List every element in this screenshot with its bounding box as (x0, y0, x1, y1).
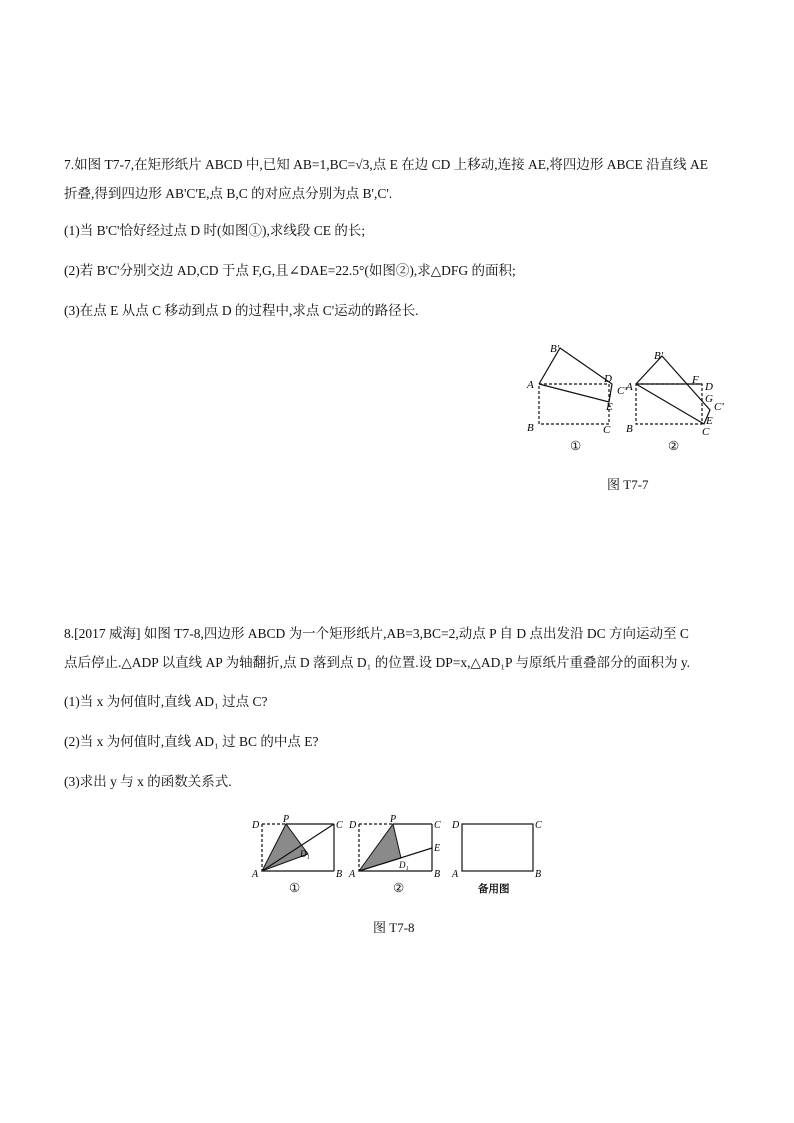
label-d1: D₁ (300, 849, 310, 859)
label-a: A (626, 381, 633, 393)
problem8-question1: (1)当 x 为何值时,直线 AD₁ 过点 C? (64, 694, 268, 709)
problem8-line2: 点后停止.△ADP 以直线 AP 为轴翻折,点 D 落到点 D₁ 的位置.设 DP=x,△AD₁P 与原纸片重叠部分的面积为 y. (64, 655, 691, 670)
figure-t7-8-spare (452, 815, 552, 885)
figure-caption-t7-7: 图 T7-7 (607, 477, 649, 492)
rectangle-abcd (462, 824, 533, 871)
label-b: B (336, 869, 343, 880)
problem8-line1: 8.[2017 威海] 如图 T7-8,四边形 ABCD 为一个矩形纸片,AB=3,BC=2,动点 P 自 D 点出发沿 DC 方向运动至 C (64, 626, 689, 641)
problem7-question1: (1)当 B'C'恰好经过点 D 时(如图①),求线段 CE 的长; (64, 223, 366, 238)
problem8-question3: (3)求出 y 与 x 的函数关系式. (64, 774, 232, 789)
problem7-line2: 折叠,得到四边形 AB'C'E,点 B,C 的对应点分别为点 B',C'. (64, 186, 393, 201)
label-d: D (349, 820, 357, 831)
figure-t7-7-1 (522, 340, 627, 440)
label-d1: D₁ (399, 860, 409, 870)
dashed-rectangle (539, 384, 609, 424)
label-e: E (706, 415, 713, 427)
label-d: D (452, 820, 460, 831)
label-c: C (702, 426, 710, 438)
problem8-question2: (2)当 x 为何值时,直线 AD₁ 过 BC 的中点 E? (64, 734, 319, 749)
shaded-overlap (262, 824, 308, 871)
label-b: B (535, 869, 542, 880)
label-bprime: B' (550, 343, 560, 355)
figure-t7-8-1 (252, 815, 352, 885)
label-c: C (535, 820, 542, 831)
label-c: C (603, 424, 611, 436)
label-d: D (604, 373, 612, 385)
figure-t7-7-2 (624, 340, 734, 440)
figure-caption-t7-8: 图 T7-8 (373, 920, 415, 935)
sub-label-2: ② (393, 881, 405, 895)
label-d: D (252, 820, 260, 831)
label-f: F (692, 374, 699, 386)
segment-ac (262, 824, 334, 871)
label-bprime: B' (654, 350, 664, 362)
label-a: A (252, 869, 259, 880)
sub-label-1: ① (570, 439, 582, 453)
figure-t7-8-2 (349, 815, 449, 885)
sub-label-1: ① (289, 881, 301, 895)
label-b: B (626, 423, 633, 435)
label-p: P (390, 814, 397, 825)
label-b: B (527, 422, 534, 434)
label-cprime: C' (714, 401, 724, 413)
problem7-question2: (2)若 B'C'分别交边 AD,CD 于点 F,G,且∠DAE=22.5°(如图②),求△DFG 的面积; (64, 263, 516, 278)
label-e: E (606, 401, 613, 413)
label-cprime: C' (617, 385, 627, 397)
label-g: G (705, 393, 713, 405)
label-e: E (434, 843, 441, 854)
label-a: A (349, 869, 356, 880)
label-a: A (452, 869, 459, 880)
sub-label-2: ② (668, 439, 680, 453)
folded-quad (636, 356, 710, 424)
problem7-question3: (3)在点 E 从点 C 移动到点 D 的过程中,求点 C'运动的路径长. (64, 303, 419, 318)
sub-label-spare: 备用图 (478, 883, 510, 895)
label-d: D (705, 381, 713, 393)
label-b: B (434, 869, 441, 880)
label-c: C (336, 820, 343, 831)
label-p: P (283, 814, 290, 825)
problem7-line1: 7.如图 T7-7,在矩形纸片 ABCD 中,已知 AB=1,BC=√3,点 E 在边 CD 上移动,连接 AE,将四边形 ABCE 沿直线 AE (64, 157, 709, 172)
folded-quad (539, 348, 612, 402)
label-a: A (527, 379, 534, 391)
label-c: C (434, 820, 441, 831)
